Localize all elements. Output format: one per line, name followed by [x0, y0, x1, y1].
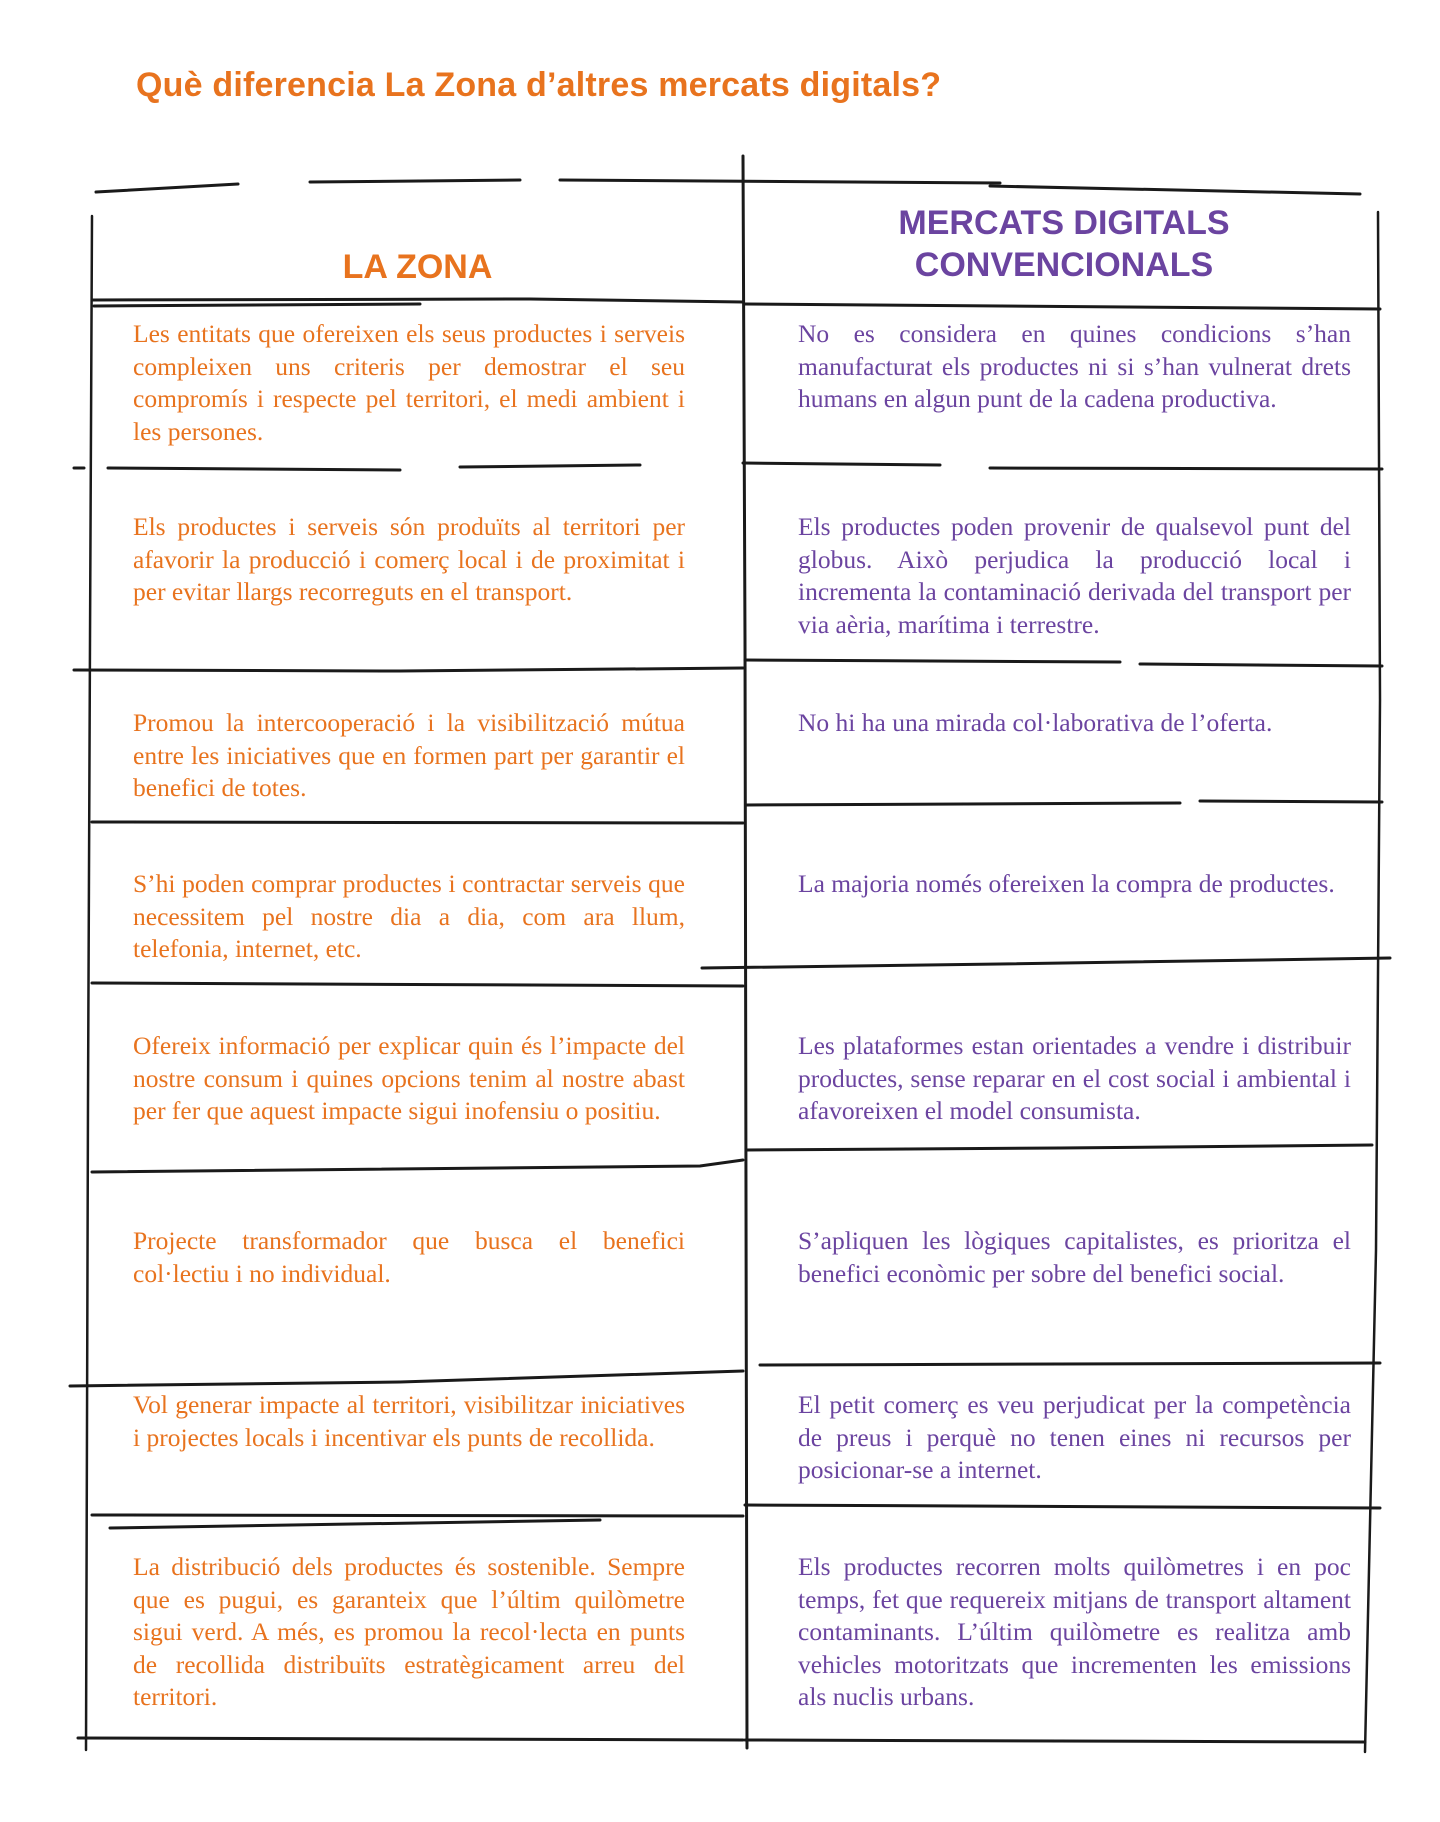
row-separator-1: [74, 463, 1382, 470]
column-header-la-zona: LA ZONA: [342, 248, 493, 286]
table-middle-divider: [743, 156, 747, 1748]
mercats-cell-7: El petit comerç es veu perjudicat per la competència de preus i perquè no tenen eines ni recursos per posicionar-se a internet.: [798, 1390, 1351, 1484]
la-zona-cell-6: Projecte transformador que busca el benefici col·lectiu i no individual.: [133, 1226, 685, 1288]
row-separator-6: [70, 1363, 1380, 1386]
la-zona-cell-1: Les entitats que ofereixen els seus productes i serveis compleixen uns criteris per demostrar el seu compromís i respecte pel territori, el medi ambient i les persones.: [133, 319, 685, 446]
column-header-line-2: CONVENCIONALS: [914, 246, 1214, 284]
row-separator-5: [92, 1145, 1372, 1172]
mercats-cell-3: No hi ha una mirada col·laborativa de l’oferta.: [798, 708, 1273, 737]
row-separator-2: [74, 660, 1382, 671]
mercats-cell-8: Els productes recorren molts quilòmetres i en poc temps, fet que requereix mitjans de transport altament contaminants. L’últim quilòmetre es realitza amb vehicles motoritzats que incrementen les emissions als nuclis urbans.: [798, 1552, 1351, 1711]
table-bottom-border: [78, 1738, 1365, 1742]
row-separator-7: [92, 1505, 1380, 1528]
mercats-cell-2: Els productes poden provenir de qualsevol punt del globus. Això perjudica la producció local i incrementa la contaminació derivada del transport per via aèria, marítima i terrestre.: [798, 512, 1351, 639]
column-header-line-1: MERCATS DIGITALS: [898, 204, 1230, 242]
la-zona-cell-4: S’hi poden comprar productes i contractar serveis que necessitem pel nostre dia a dia, com ara llum, telefonia, internet, etc.: [133, 869, 685, 963]
mercats-cell-1: No es considera en quines condicions s’han manufacturat els productes ni si s’han vulnerat drets humans en algun punt de la cadena productiva.: [798, 319, 1351, 413]
mercats-cell-4: La majoria només ofereixen la compra de productes.: [798, 869, 1335, 898]
la-zona-cell-8: La distribució dels productes és sostenible. Sempre que es pugui, es garanteix que l’últim quilòmetre sigui verd. A més, es promou la recol·lecta en punts de recollida distribuïts estratègicament arreu del territori.: [133, 1552, 685, 1711]
mercats-cell-5: Les plataformes estan orientades a vendre i distribuir productes, sense reparar en el cost social i ambiental i afavoreixen el model consumista.: [798, 1031, 1351, 1125]
mercats-cell-6: S’apliquen les lògiques capitalistes, es prioritza el benefici econòmic per sobre del benefici social.: [798, 1226, 1351, 1288]
page-title: Què diferencia La Zona d’altres mercats digitals?: [136, 66, 942, 104]
table-left-border: [86, 216, 92, 1750]
la-zona-cell-7: Vol generar impacte al territori, visibilitzar iniciatives i projectes locals i incentivar els punts de recollida.: [133, 1390, 685, 1452]
la-zona-cell-3: Promou la intercooperació i la visibilització mútua entre les iniciatives que en formen part per garantir el benefici de totes.: [133, 708, 685, 802]
table-right-border: [1365, 212, 1380, 1752]
la-zona-cell-2: Els productes i serveis són produïts al territori per afavorir la producció i comerç local i de proximitat i per evitar llargs recorreguts en el transport.: [133, 512, 685, 606]
column-header-mercats-digitals: [748, 202, 1380, 286]
header-bottom-rule: [92, 299, 1380, 309]
la-zona-cell-5: Ofereix informació per explicar quin és l’impacte del nostre consum i quines opcions tenim al nostre abast per fer que aquest impacte sigui inofensiu o positiu.: [133, 1031, 685, 1125]
table-top-border: [96, 180, 1360, 194]
